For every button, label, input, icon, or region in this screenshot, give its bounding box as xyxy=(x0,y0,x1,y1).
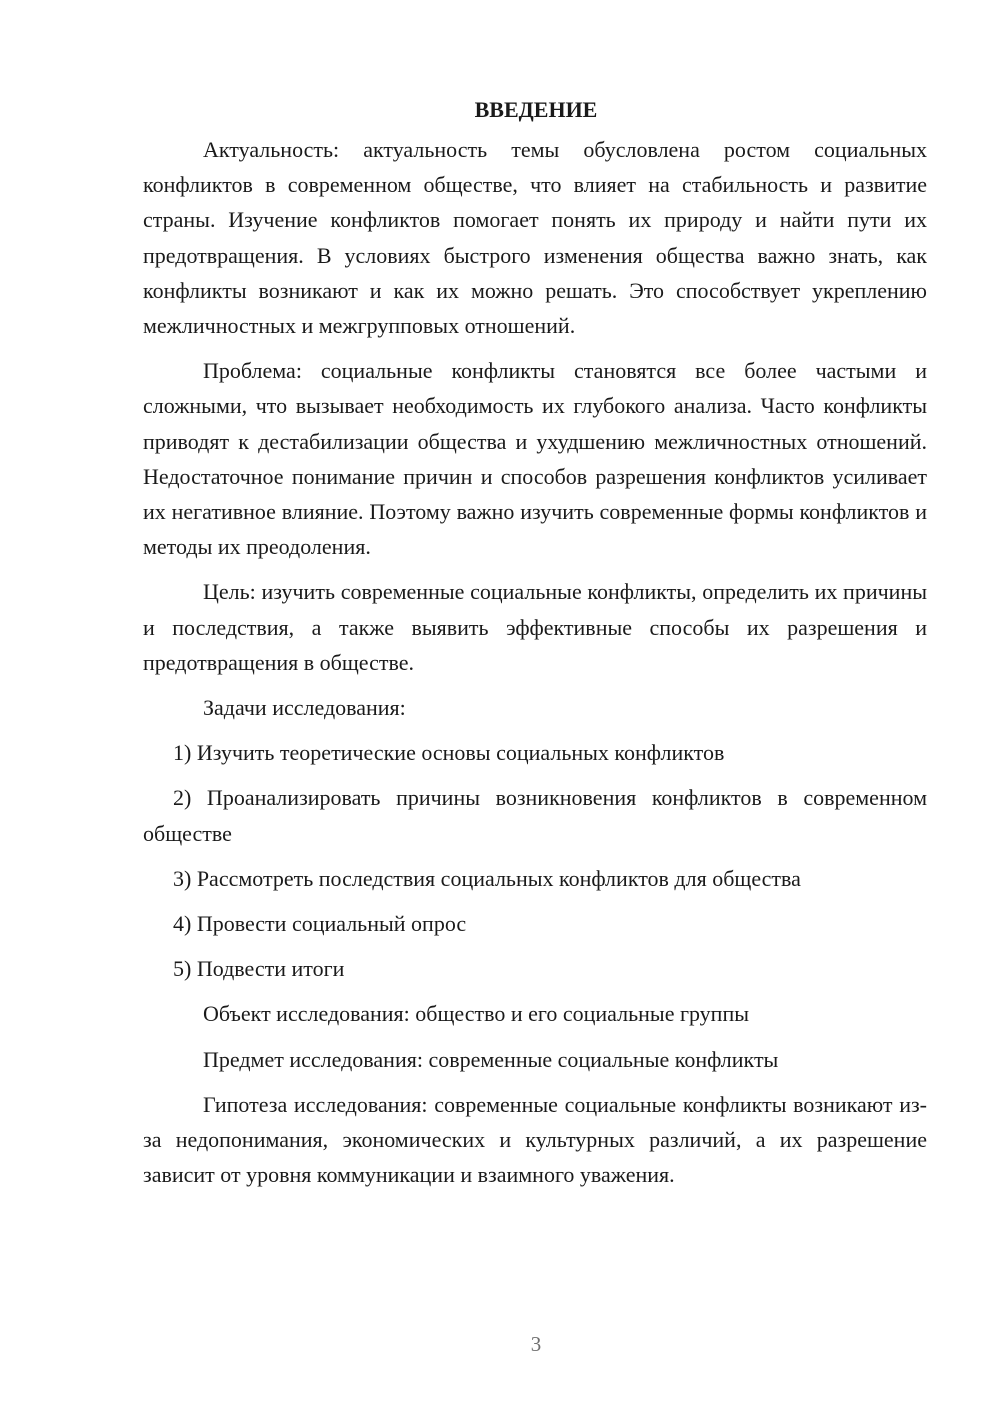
goal-paragraph: Цель: изучить современные социальные конфликты, определить их причины и последствия, а также выявить эффективные способы их разрешения и предотвращения в обществе. xyxy=(143,579,927,675)
tasks-list xyxy=(143,735,927,986)
page-number: 3 xyxy=(530,1332,542,1356)
relevance-paragraph: Актуальность: актуальность темы обусловлена ростом социальных конфликтов в современном обществе, что влияет на стабильность и развитие страны. Изучение конфликтов помогает понять их природу и найти пути их предотвращения. В условиях быстрого изменения общества важно знать, как конфликты возникают и как их можно решать. Это способствует укреплению межличностных и межгрупповых отношений. xyxy=(143,137,927,339)
hypothesis-paragraph: Гипотеза исследования: современные социальные конфликты возникают из-за недопонимания, экономических и культурных различий, а их разрешение зависит от уровня коммуникации и взаимного уважения. xyxy=(143,1091,927,1188)
task-item: 3) Рассмотреть последствия социальных конфликтов для общества xyxy=(173,865,801,891)
subject-paragraph: Предмет исследования: современные социальные конфликты xyxy=(203,1046,779,1072)
tasks-intro: Задачи исследования: xyxy=(203,695,406,721)
task-item: 1) Изучить теоретические основы социальных конфликтов xyxy=(173,740,725,766)
task-item: 4) Провести социальный опрос xyxy=(173,911,467,937)
object-paragraph: Объект исследования: общество и его социальные группы xyxy=(203,1001,750,1027)
task-item: 5) Подвести итоги xyxy=(173,956,345,982)
page-content xyxy=(143,92,927,1202)
task-item: 2) Проанализировать причины возникновения конфликтов в современном обществе xyxy=(143,785,927,846)
problem-paragraph: Проблема: социальные конфликты становятся все более частыми и сложными, что вызывает необходимость их глубокого анализа. Часто конфликты приводят к дестабилизации общества и ухудшению межличностных отношений. Недостаточное понимание причин и способов разрешения конфликтов усиливает их негативное влияние. Поэтому важно изучить современные формы конфликтов и методы их преодоления. xyxy=(143,358,927,560)
section-heading: ВВЕДЕНИЕ xyxy=(474,97,598,122)
